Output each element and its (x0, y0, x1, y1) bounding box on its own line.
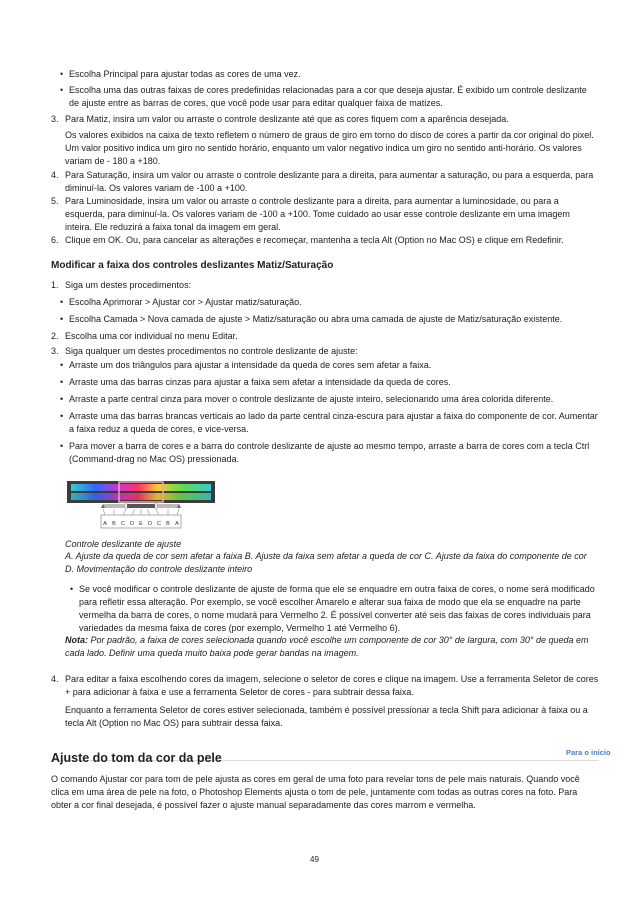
callout-label-a: A (103, 521, 107, 527)
list-item: • Escolha Aprimorar > Ajustar cor > Ajustar matiz/saturação. (69, 296, 599, 309)
callout-label-a: A (175, 521, 179, 527)
top-color-bar (71, 484, 211, 491)
callout-label-e: E (139, 521, 143, 527)
callout-label-b: B (166, 521, 170, 527)
figure-caption-title: Controle deslizante de ajuste (65, 539, 182, 549)
note-text: Por padrão, a faixa de cores selecionada quando você escolhe um componente de cor 30° de largura, com 30° de queda em cada lado. Definir uma queda muito baixa pode gerar bandas na imagem. (65, 635, 589, 658)
section-heading: Ajuste do tom da cor da pele (51, 751, 222, 765)
section-body: O comando Ajustar cor para tom de pele ajusta as cores em geral de uma foto para revelar tons de pele mais naturais. Quando você clica em uma área de pele na foto, o Photoshop Elements ajusta o tom de pele, juntamente com todas as outras cores na foto. Para obter a cor final desejada, é possível fazer o ajuste manual separadamente das cores marrom e vermelha. (51, 774, 580, 810)
list-item: • Arraste uma das barras brancas verticais ao lado da parte central cinza-escura para ajustar a faixa do componente de cor. Aumentar a faixa reduz a queda de cores, e vice-versa. (69, 410, 599, 436)
page-number: 49 (310, 855, 319, 864)
back-to-top-link[interactable]: Para o início (566, 748, 611, 757)
list-item: • Arraste um dos triângulos para ajustar a intensidade da queda de cores sem afetar a faixa. (69, 359, 599, 372)
note-label: Nota: (65, 635, 88, 645)
callout-label-d: D (148, 521, 152, 527)
callout-lines (103, 509, 179, 515)
note (65, 634, 595, 660)
callout-label-b: B (112, 521, 116, 527)
document-page: • Escolha Principal para ajustar todas as cores de uma vez. • Escolha uma das outras faixas de cores predefinidas relacionadas para a cor que deseja ajustar. É exibido um controle deslizante de ajuste entre as barras de cores, que você pode usar para editar qualquer faixa de matizes. 3. Para Matiz, insira um valor ou arraste o controle deslizante até que as cores fiquem com a aparência desejada. Os valores exibidos na caixa de texto refletem o número de graus de giro em torno do disco de cores a partir da cor original do pixel. Um valor positivo indica um giro no sentido horário, enquanto um valor negativo indica um giro no sentido anti-horário. Os valores variam de - 180 a +180. 4. Para Saturação, insira um valor ou arraste o controle deslizante para a direita, para aumentar a saturação, ou para a esquerda, para diminuí-la. Os valores variam de -100 a +100. 5. Para Luminosidade, insira um valor ou arraste o controle deslizante para a direita, para aumentar a luminosidade, ou para a esquerda, para diminuí-la. Os valores variam de -100 a +100. Tome cuidado ao usar esse controle deslizante em uma imagem inteira. Ele reduzirá a faixa tonal da imagem em geral. 6. Clique em OK. Ou, para cancelar as alterações e recomeçar, mantenha a tecla Alt (Option no Mac OS) e clique em Redefinir. Modificar a faixa dos controles deslizantes Matiz/Saturação 1. Siga um destes procedimentos: • Escolha Aprimorar > Ajustar cor > Ajustar matiz/saturação. • Escolha Camada > Nova camada de ajuste > Matiz/saturação ou abra uma camada de ajuste de Matiz/saturação existente. 2. Escolha uma cor individual no menu Editar. 3. Siga qualquer um destes procedimentos no controle deslizante de ajuste: • Arraste um dos triângulos para ajustar a intensidade da queda de cores sem afetar a faixa. • Arraste uma das barras cinzas para ajustar a faixa sem afetar a intensidade da queda de cores. • Arraste a parte central cinza para mover o controle deslizante de ajuste inteiro, selecionando uma área colorida diferente. • Arraste uma das barras brancas verticais ao lado da parte central cinza-escura para ajustar a faixa do componente de cor. Aumentar a faixa reduz a queda de cores, e vice-versa. • Para mover a barra de cores e a barra do controle deslizante de ajuste ao mesmo tempo, arraste a barra de cores com a tecla Ctrl (Command-drag no Mac OS) pressionada. A B C D E D C B A Controle deslizante de ajuste A. Ajuste da queda de cor sem afetar a faixa B. Ajuste da faixa sem afetar a queda de cor C. Ajuste da faixa do componente de cor D. Movimentação do controle deslizante inteiro • Se você modificar o controle deslizante de ajuste de forma que ele se enquadre em outra faixa de cores, o nome será modificado para refletir essa alteração. Por exemplo, se você escolher Amarelo e alterar sua faixa de modo que ela se enquadre na parte vermelha da barra de cores, o nome mudará para Vermelho 2. É possível converter até seis das faixas de cores individuais para variedades da mesma faixa de cores (por exemplo, Vermelho 1 até Vermelho 6). Nota: Por padrão, a faixa de cores selecionada quando você escolhe um componente de cor 30° de largura, com 30° de queda em cada lado. Definir uma queda muito baixa pode gerar bandas na imagem. 4. Para editar a faixa escolhendo cores da imagem, selecione o seletor de cores e clique na imagem. Use a ferramenta Seletor de cores + para adicionar à faixa e use a ferramenta Seletor de cores - para subtrair dessa faixa. Enquanto a ferramenta Seletor de cores estiver selecionada, também é possível pressionar a tecla Shift para adicionar à faixa ou a tecla Alt (Option no Mac OS) para subtrair dessa faixa. Para o início Ajuste do tom da cor da pele O comando Ajustar cor para tom de pele ajusta as cores em geral de uma foto para revelar tons de pele mais naturais. Quando você clica em uma área de pele na foto, o Photoshop Elements ajusta o tom de pele, juntamente com todas as outras cores na foto. Para obter a cor final desejada, é possível fazer o ajuste manual separadamente das cores marrom e vermelha. 49 (0, 0, 638, 903)
step-4-note: Enquanto a ferramenta Seletor de cores estiver selecionada, também é possível pressionar a tecla Shift para adicionar à faixa ou a tecla Alt (Option no Mac OS) para subtrair dessa faixa. (65, 705, 588, 728)
figure-caption-body: A. Ajuste da queda de cor sem afetar a faixa B. Ajuste da faixa sem afetar a queda de cor C. Ajuste da faixa do componente de cor D. Movimentação do controle deslizante inteiro (65, 551, 587, 574)
bottom-color-bar (71, 493, 211, 500)
slider-white-bar-right[interactable] (155, 503, 157, 509)
list-item: • Escolha Camada > Nova camada de ajuste > Matiz/saturação ou abra uma camada de ajuste de Matiz/saturação existente. (69, 313, 599, 326)
list-item: • Escolha uma das outras faixas de cores predefinidas relacionadas para a cor que deseja ajustar. É exibido um controle deslizante de ajuste entre as barras de cores, que você pode usar para editar qualquer faixa de matizes. (69, 84, 599, 110)
slider-white-bar-left[interactable] (125, 503, 127, 509)
hue-explanation: Os valores exibidos na caixa de texto refletem o número de graus de giro em torno do disco de cores a partir da cor original do pixel. Um valor positivo indica um giro no sentido horário, enquanto um valor negativo indica um giro no sentido anti-horário. Os valores variam de - 180 a +180. (65, 130, 594, 166)
list-item: • Arraste uma das barras cinzas para ajustar a faixa sem afetar a intensidade da queda de cores. (69, 376, 599, 389)
callout-label-c: C (157, 521, 161, 527)
callout-label-c: C (121, 521, 125, 527)
callout-label-d: D (130, 521, 134, 527)
list-item: • Arraste a parte central cinza para mover o controle deslizante de ajuste inteiro, selecionando uma área colorida diferente. (69, 393, 599, 406)
list-item: • Para mover a barra de cores e a barra do controle deslizante de ajuste ao mesmo tempo, arraste a barra de cores com a tecla Ctrl (Command-drag no Mac OS) pressionada. (69, 440, 599, 466)
adjustment-slider-figure (67, 481, 215, 539)
section-heading: Modificar a faixa dos controles deslizantes Matiz/Saturação (51, 260, 334, 271)
list-item: • Se você modificar o controle deslizante de ajuste de forma que ele se enquadre em outra faixa de cores, o nome será modificado para refletir essa alteração. Por exemplo, se você escolher Amarelo e alterar sua faixa de modo que ela se enquadre na parte vermelha da barra de cores, o nome mudará para Vermelho 2. É possível converter até seis das faixas de cores individuais para variedades da mesma faixa de cores (por exemplo, Vermelho 1 até Vermelho 6). (79, 583, 599, 635)
slider-center-part[interactable] (127, 504, 155, 508)
list-item: • Escolha Principal para ajustar todas as cores de uma vez. (69, 68, 599, 81)
